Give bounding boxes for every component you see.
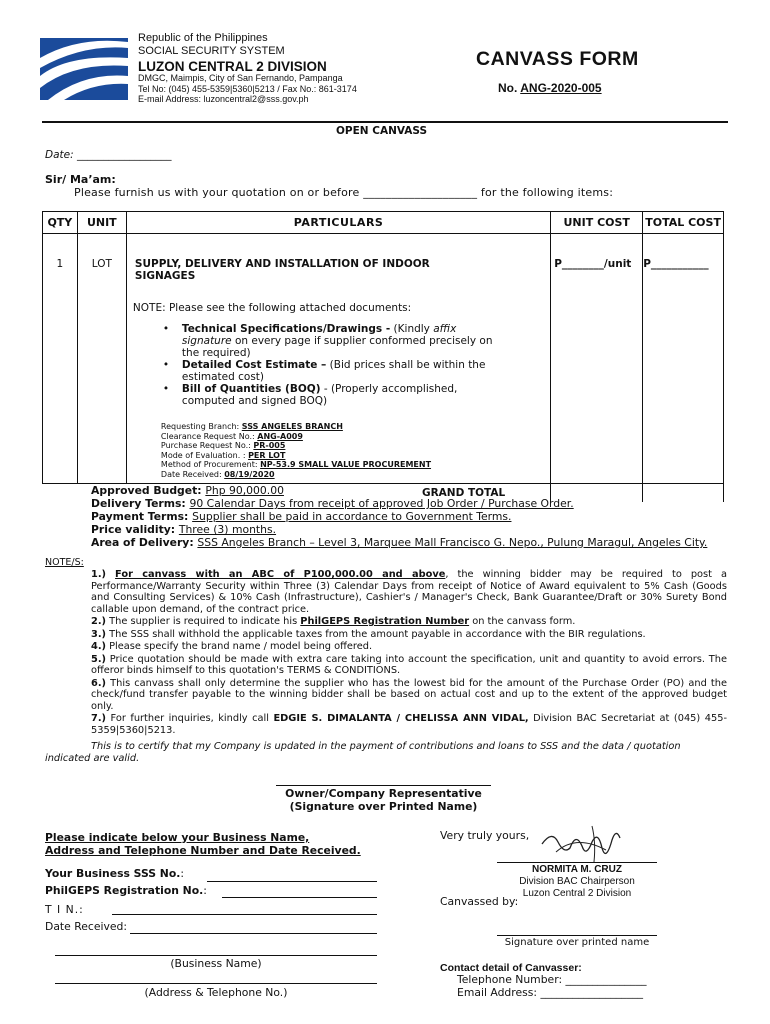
header-division: LUZON CENTRAL 2 DIVISION [138,59,327,74]
detail-line: Purchase Request No.: PR-005 [160,441,286,450]
notes-block [91,569,727,737]
business-info-heading-1: Please indicate below your Business Name, [45,831,310,844]
term-delivery: Delivery Terms: 90 Calendar Days from receipt of approved Job Order / Purchase Order. [91,497,574,510]
header-agency: SOCIAL SECURITY SYSTEM [138,45,285,57]
header-address: DMGC, Maimpis, City of San Fernando, Pampanga [138,73,343,83]
row-particulars-cell [126,234,550,484]
signer-signature-line [497,862,657,863]
bullet-item: • Bill of Quantities (BOQ) - (Properly accomplished, computed and signed BOQ) [162,383,458,407]
owner-signature-line[interactable] [276,785,491,786]
tin-field[interactable] [112,914,377,915]
header-email: E-mail Address: luzoncentral2@sss.gov.ph [138,94,309,104]
row-total-cost[interactable]: P___________ [643,234,724,484]
canvasser-signature-line[interactable] [497,935,657,936]
signer-name: NORMITA M. CRUZ [532,864,622,875]
grand-total-label: GRAND TOTAL [126,484,550,502]
signer-office: Luzon Central 2 Division [522,888,632,899]
detail-line: Requesting Branch: SSS ANGELES BRANCH [160,422,343,431]
sss-no-label: Your Business SSS No. [45,867,181,880]
detail-line: Clearance Request No.: ANG-A009 [160,431,303,441]
canvasser-telephone: Telephone Number: _______________ [457,973,647,986]
detail-line: Date Received: 08/19/2020 [160,469,275,479]
form-title: CANVASS FORM [476,48,639,70]
detail-line: Method of Procurement: NP-53.9 SMALL VALUE PROCUREMENT [160,460,432,469]
form-no-label: No. [498,81,518,95]
date-received-field[interactable] [130,933,377,934]
header-contact: Tel No: (045) 455-5359|5360|5213 / Fax No.: 861-3174 [138,83,357,94]
tin-label: T I N.: [45,903,84,916]
col-qty: QTY [43,212,78,234]
term-payment: Payment Terms: Supplier shall be paid in accordance to Government Terms. [91,510,512,523]
items-table [42,211,724,502]
business-name-field[interactable] [55,955,377,956]
row-qty: 1 [43,234,78,484]
note-6: 6.) This canvass shall only determine the supplier who has the lowest bid for the amount of the Purchase Order (PO) and the check/fund transfer payable to the winning bidder shall be based on actual cost and up to the extent of the approved budget only. [91,677,727,712]
philgeps-label: PhilGEPS Registration No. [45,884,204,897]
date-received-label: Date Received: [45,920,127,933]
terms-block [91,484,707,549]
col-particulars: PARTICULARS [126,212,550,234]
canvassed-by-label: Canvassed by: [440,895,519,908]
attached-docs-note: NOTE: Please see the following attached documents: [132,302,412,314]
form-no: ANG-2020-005 [520,81,602,95]
note-5: 5.) Price quotation should be made with extra care taking into account the specification, unit and quantity to avoid errors. The offeror binds himself to this quotation's TERMS & CONDITIONS. [91,653,727,676]
address-caption: (Address & Telephone No.) [144,986,288,999]
term-area: Area of Delivery: SSS Angeles Branch – Level 3, Marquee Mall Francisco G. Nepo., Pulung Maragul, Angeles City. [91,536,708,549]
business-name-caption: (Business Name) [170,957,262,970]
open-canvass-heading: OPEN CANVASS [336,125,428,137]
header-country: Republic of the Philippines [138,32,268,44]
certification-text: This is to certify that my Company is updated in the payment of contributions and loans to SSS and the data / quotation indicated are valid. [45,741,681,764]
note-4: 4.) Please specify the brand name / model being offered. [91,641,373,652]
term-approved-budget: Approved Budget: Php 90,000.00 [91,484,284,497]
note-2: 2.) The supplier is required to indicate his PhilGEPS Registration Number on the canvass form. [91,616,576,627]
row-unit-cost[interactable]: P________/unit [551,234,643,484]
address-field[interactable] [55,983,377,984]
sss-logo-icon [38,36,130,102]
owner-signature-caption: (Signature over Printed Name) [289,800,478,813]
sss-no-field[interactable] [207,881,377,882]
note-3: 3.) The SSS shall withhold the applicable taxes from the amount payable in accordance with the BIR regulations. [91,628,646,640]
date-field[interactable]: Date: __________________ [45,149,172,161]
detail-line: Mode of Evaluation. : PER LOT [160,450,286,460]
business-info-heading-2: Address and Telephone Number and Date Received. [45,844,361,857]
procurement-details [161,422,544,479]
col-unit-cost: UNIT COST [551,212,643,234]
row-particulars: SUPPLY, DELIVERY AND INSTALLATION OF INDOOR SIGNAGES [134,258,430,282]
col-unit: UNIT [77,212,126,234]
attached-docs-list [163,323,544,407]
bullet-1-bold: Technical Specifications/Drawings - [181,323,391,335]
canvasser-email: Email Address: ___________________ [457,986,644,999]
closing: Very truly yours, [440,829,530,842]
bullet-3-bold: Bill of Quantities (BOQ) [181,383,321,395]
note-7: 7.) For further inquiries, kindly call EDGIE S. DIMALANTA / CHELISSA ANN VIDAL, Division BAC Secretariat at (045) 455-5359|5360|5213. [91,713,727,736]
row-unit: LOT [77,234,126,484]
header-divider [42,121,728,123]
note-1: 1.) For canvass with an ABC of P100,000.00 and above, the winning bidder may be required to post a Performance/Warranty Security within Three (3) Calendar Days from receipt of Notice of Award equivalent to 5% Cash (Goods and Consulting Services) & 10% Cash (Infrastructure), Cashier's / Manager's Check, Bank Guarantee/Draft or 30% Surety Bond callable upon demand, of the contract price. [91,569,727,615]
philgeps-field[interactable] [222,897,377,898]
quotation-request: Please furnish us with your quotation on or before ____________________ for the following items: [74,186,614,199]
bullet-item: • Detailed Cost Estimate – (Bid prices shall be within the estimated cost) [162,359,486,383]
salutation: Sir/ Ma’am: [45,173,116,186]
bullet-item: • Technical Specifications/Drawings - (Kindly affix signature on every page if supplier conformed precisely on the required) [162,323,493,359]
canvasser-contact-heading: Contact detail of Canvasser: [440,962,582,974]
owner-label: Owner/Company Representative [285,787,482,800]
signature-image [536,822,626,867]
canvasser-signature-caption: Signature over printed name [504,937,650,948]
bullet-2-bold: Detailed Cost Estimate – [181,359,327,371]
signer-title: Division BAC Chairperson [519,876,635,887]
notes-label: NOTE/S: [45,557,84,568]
term-validity: Price validity: Three (3) months. [91,523,277,536]
col-total-cost: TOTAL COST [643,212,724,234]
